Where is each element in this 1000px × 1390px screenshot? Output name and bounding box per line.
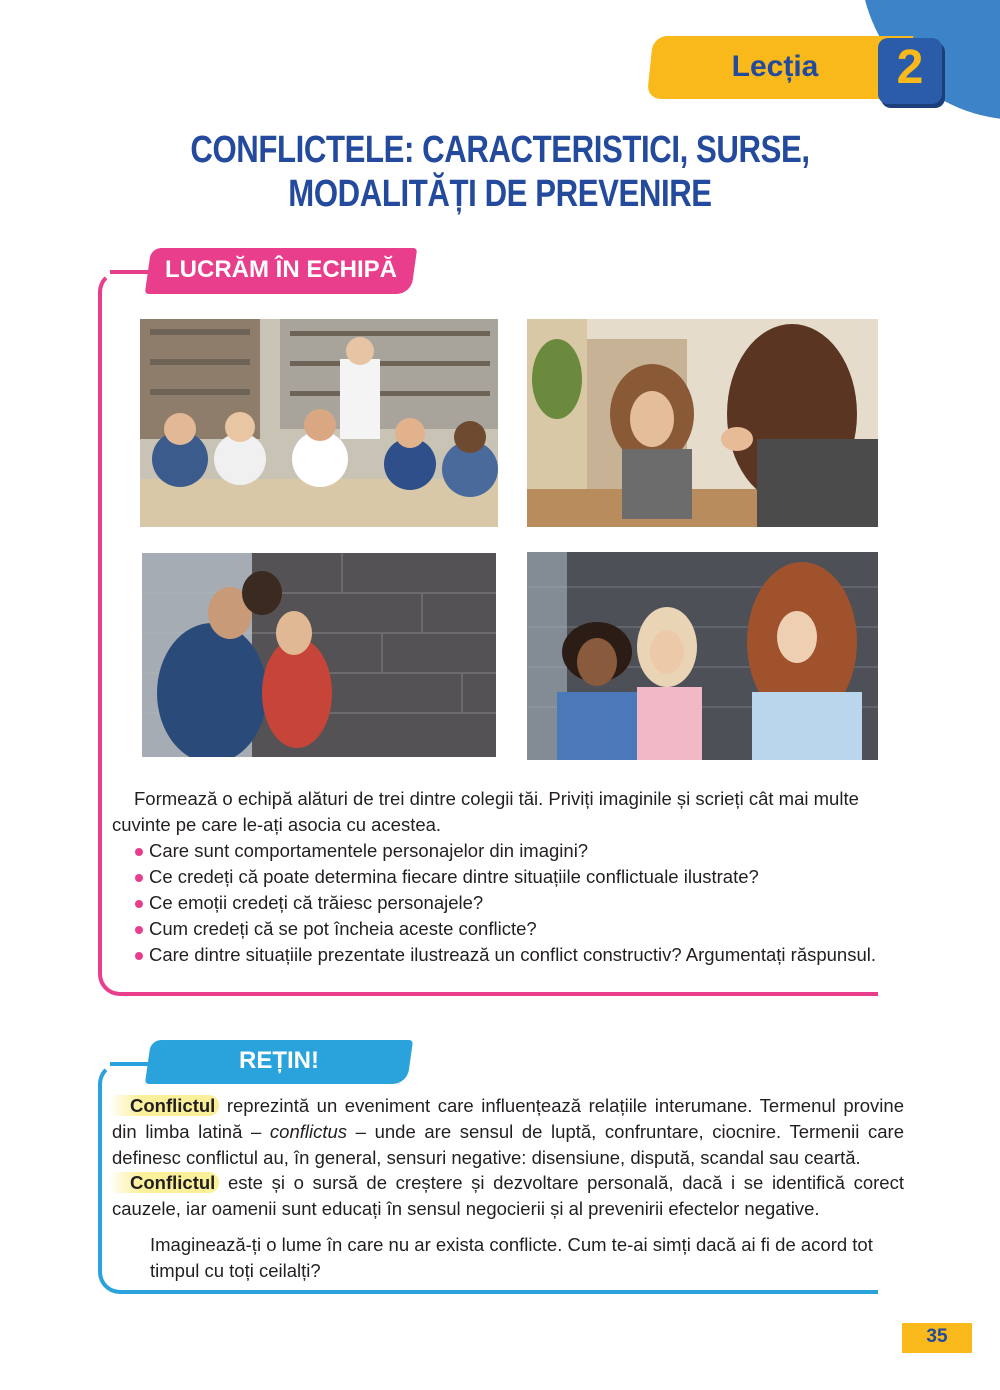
photo-library-group [140,319,498,527]
bullet-icon [135,926,143,934]
list-item: Ce credeți că poate determina fiecare dintre situațiile conflictuale ilustrate? [135,864,925,890]
bullet-icon [135,952,143,960]
title-line-2: MODALITĂȚI DE PREVENIRE [288,173,712,215]
term-highlight: Conflictul [108,1172,219,1193]
lesson-number: 2 [896,41,924,94]
photo-bullying-wall [142,553,496,757]
photo-girls-arguing [527,319,878,527]
list-item: Care sunt comportamentele personajelor din imagini? [135,838,925,864]
bullet-icon [135,848,143,856]
retin-paragraph-1: Conflictul reprezintă un eveniment care influențează relațiile interumane. Termenul provine din limba latină – conflictus – unde are sensul de luptă, confruntare, ciocnire. Termenii care definesc conflictul au, în general, sensuri negative: disensiune, dispută, scandal sau ceartă. [112,1093,904,1171]
title-line-1: CONFLICTELE: CARACTERISTICI, SURSE, [190,129,810,171]
list-item: Cum credeți că se pot încheia aceste conflicte? [135,916,925,942]
page-number: 35 [926,1326,948,1347]
teamwork-frame-fade [500,992,880,996]
reflection-question: Imaginează-ți o lume în care nu ar exista conflicte. Cum te-ai simți dacă ai fi de acord tot timpul cu toți ceilalți? [150,1234,873,1281]
retin-heading: REȚIN! [239,1047,319,1074]
bullet-icon [135,900,143,908]
lesson-label: Lecția [731,50,819,83]
retin-frame-fade [500,1290,880,1294]
teamwork-intro: Formează o echipă alături de trei dintre colegii tăi. Priviți imaginile și scrieți cât mai multe cuvinte pe care le-ați asocia cu acestea. [112,788,859,835]
teamwork-heading: LUCRĂM ÎN ECHIPĂ [165,256,397,283]
list-item: Care dintre situațiile prezentate ilustrează un conflict constructiv? Argumentați răspunsul. [135,942,925,968]
bullet-icon [135,874,143,882]
page-title [188,128,811,216]
photo-girls-excluded [527,552,878,760]
list-item: Ce emoții credeți că trăiesc personajele? [135,890,925,916]
teamwork-questions [135,838,925,968]
retin-paragraph-2: Conflictul este și o sursă de creștere și dezvoltare personală, dacă i se identifică corect cauzele, iar oamenii sunt educați în sensul negocierii și al prevenirii efectelor negative. [112,1170,904,1222]
term-highlight: Conflictul [108,1095,219,1116]
